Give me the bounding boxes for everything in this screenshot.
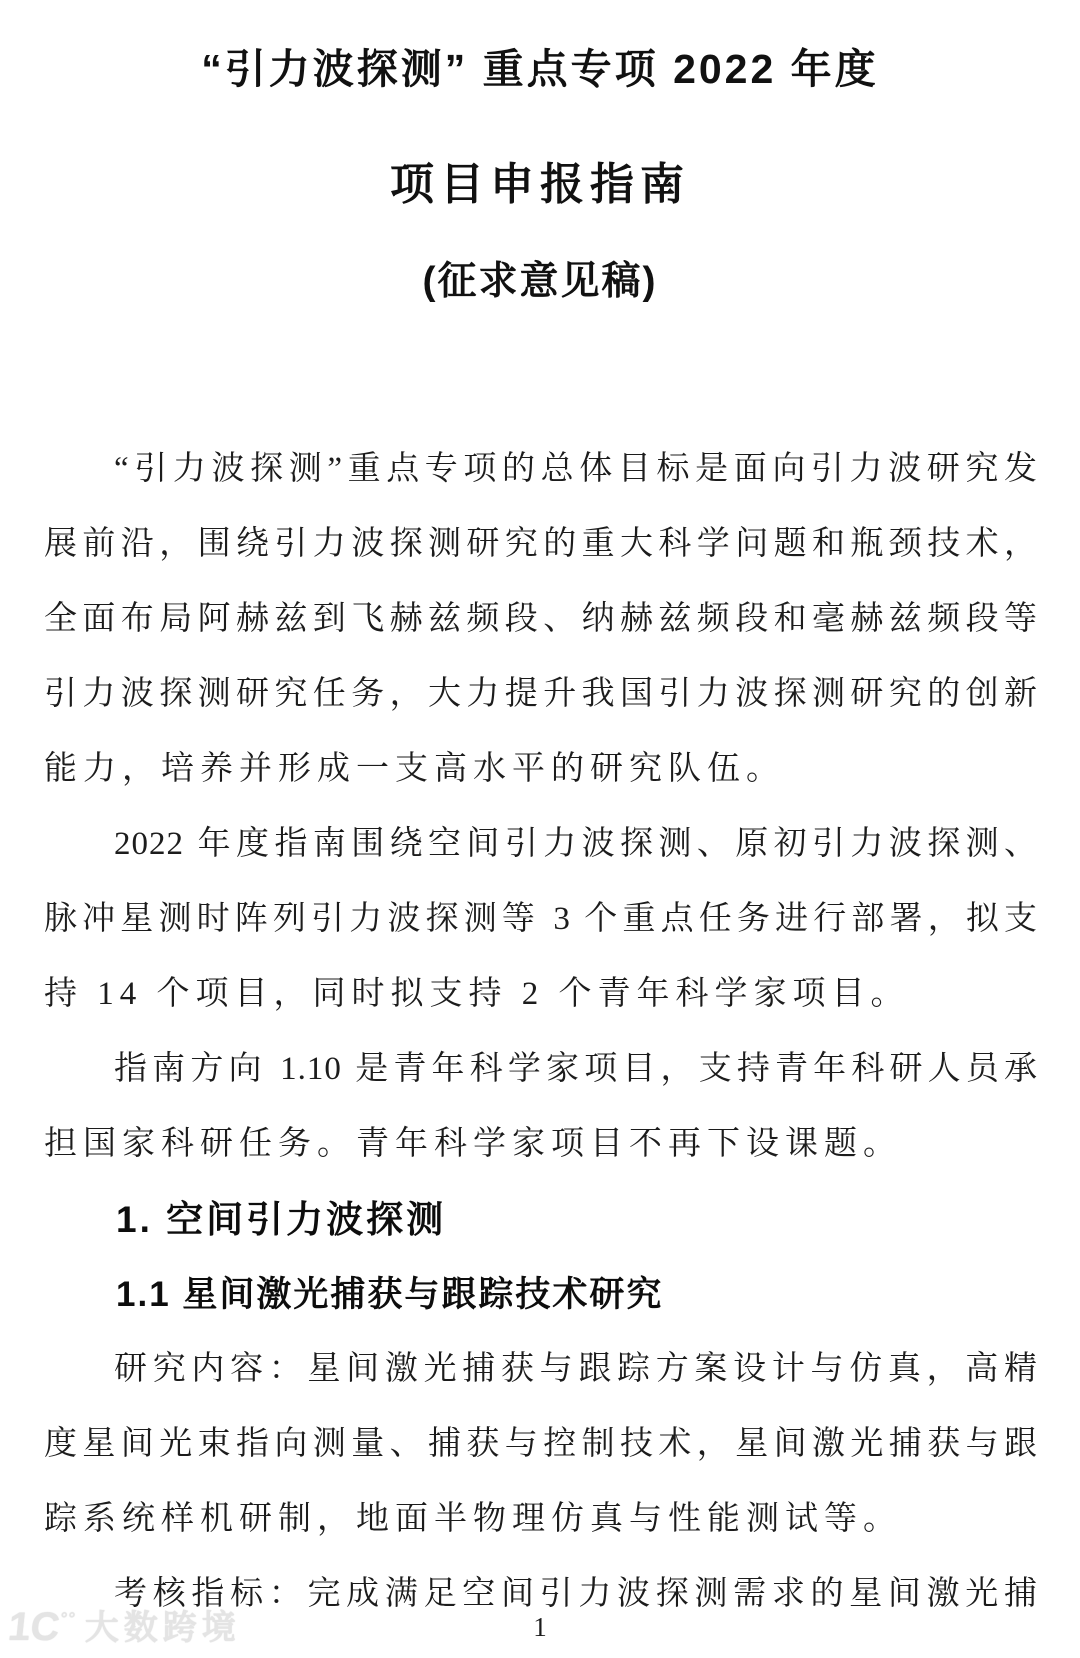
body-line: 度星间光束指向测量、捕获与控制技术，星间激光捕获与跟 (44, 1426, 1038, 1462)
body-line: 担国家科研任务。青年科学家项目不再下设课题。 (44, 1126, 902, 1162)
body-line: 引力波探测研究任务，大力提升我国引力波探测研究的创新 (44, 676, 1038, 712)
body-line: 2022 年度指南围绕空间引力波探测、原初引力波探测、 (114, 826, 1038, 862)
body-line: 脉冲星测时阵列引力波探测等 3 个重点任务进行部署，拟支 (44, 901, 1038, 937)
section-heading-1-1: 1.1 星间激光捕获与跟踪技术研究 (116, 1275, 664, 1314)
body-line: “引力波探测”重点专项的总体目标是面向引力波研究发 (114, 451, 1038, 487)
document-body (44, 432, 1038, 1632)
section-heading-1: 1. 空间引力波探测 (116, 1199, 447, 1240)
watermark-text: 大数跨境 (84, 1609, 241, 1647)
doc-title-line-2: 项目申报指南 (390, 160, 690, 209)
body-line: 考核指标：完成满足空间引力波探测需求的星间激光捕 (114, 1576, 1038, 1612)
body-line: 指南方向 1.10 是青年科学家项目，支持青年科研人员承 (114, 1051, 1038, 1087)
page-number: 1 (533, 1612, 547, 1642)
body-line: 展前沿，围绕引力波探测研究的重大科学问题和瓶颈技术， (44, 526, 1038, 562)
watermark-logo-icon: 1C°° (6, 1605, 78, 1649)
body-line: 踪系统样机研制，地面半物理仿真与性能测试等。 (44, 1501, 902, 1537)
body-line: 全面布局阿赫兹到飞赫兹频段、纳赫兹频段和毫赫兹频段等 (44, 601, 1038, 637)
watermark (8, 1604, 241, 1658)
body-line: 研究内容：星间激光捕获与跟踪方案设计与仿真，高精 (114, 1351, 1038, 1387)
doc-title-line-3: (征求意见稿) (422, 260, 658, 303)
body-line: 持 14 个项目，同时拟支持 2 个青年科学家项目。 (44, 976, 910, 1012)
body-line: 能力，培养并形成一支高水平的研究队伍。 (44, 751, 785, 787)
doc-title-line-1: “引力波探测” 重点专项 2022 年度 (201, 46, 879, 92)
